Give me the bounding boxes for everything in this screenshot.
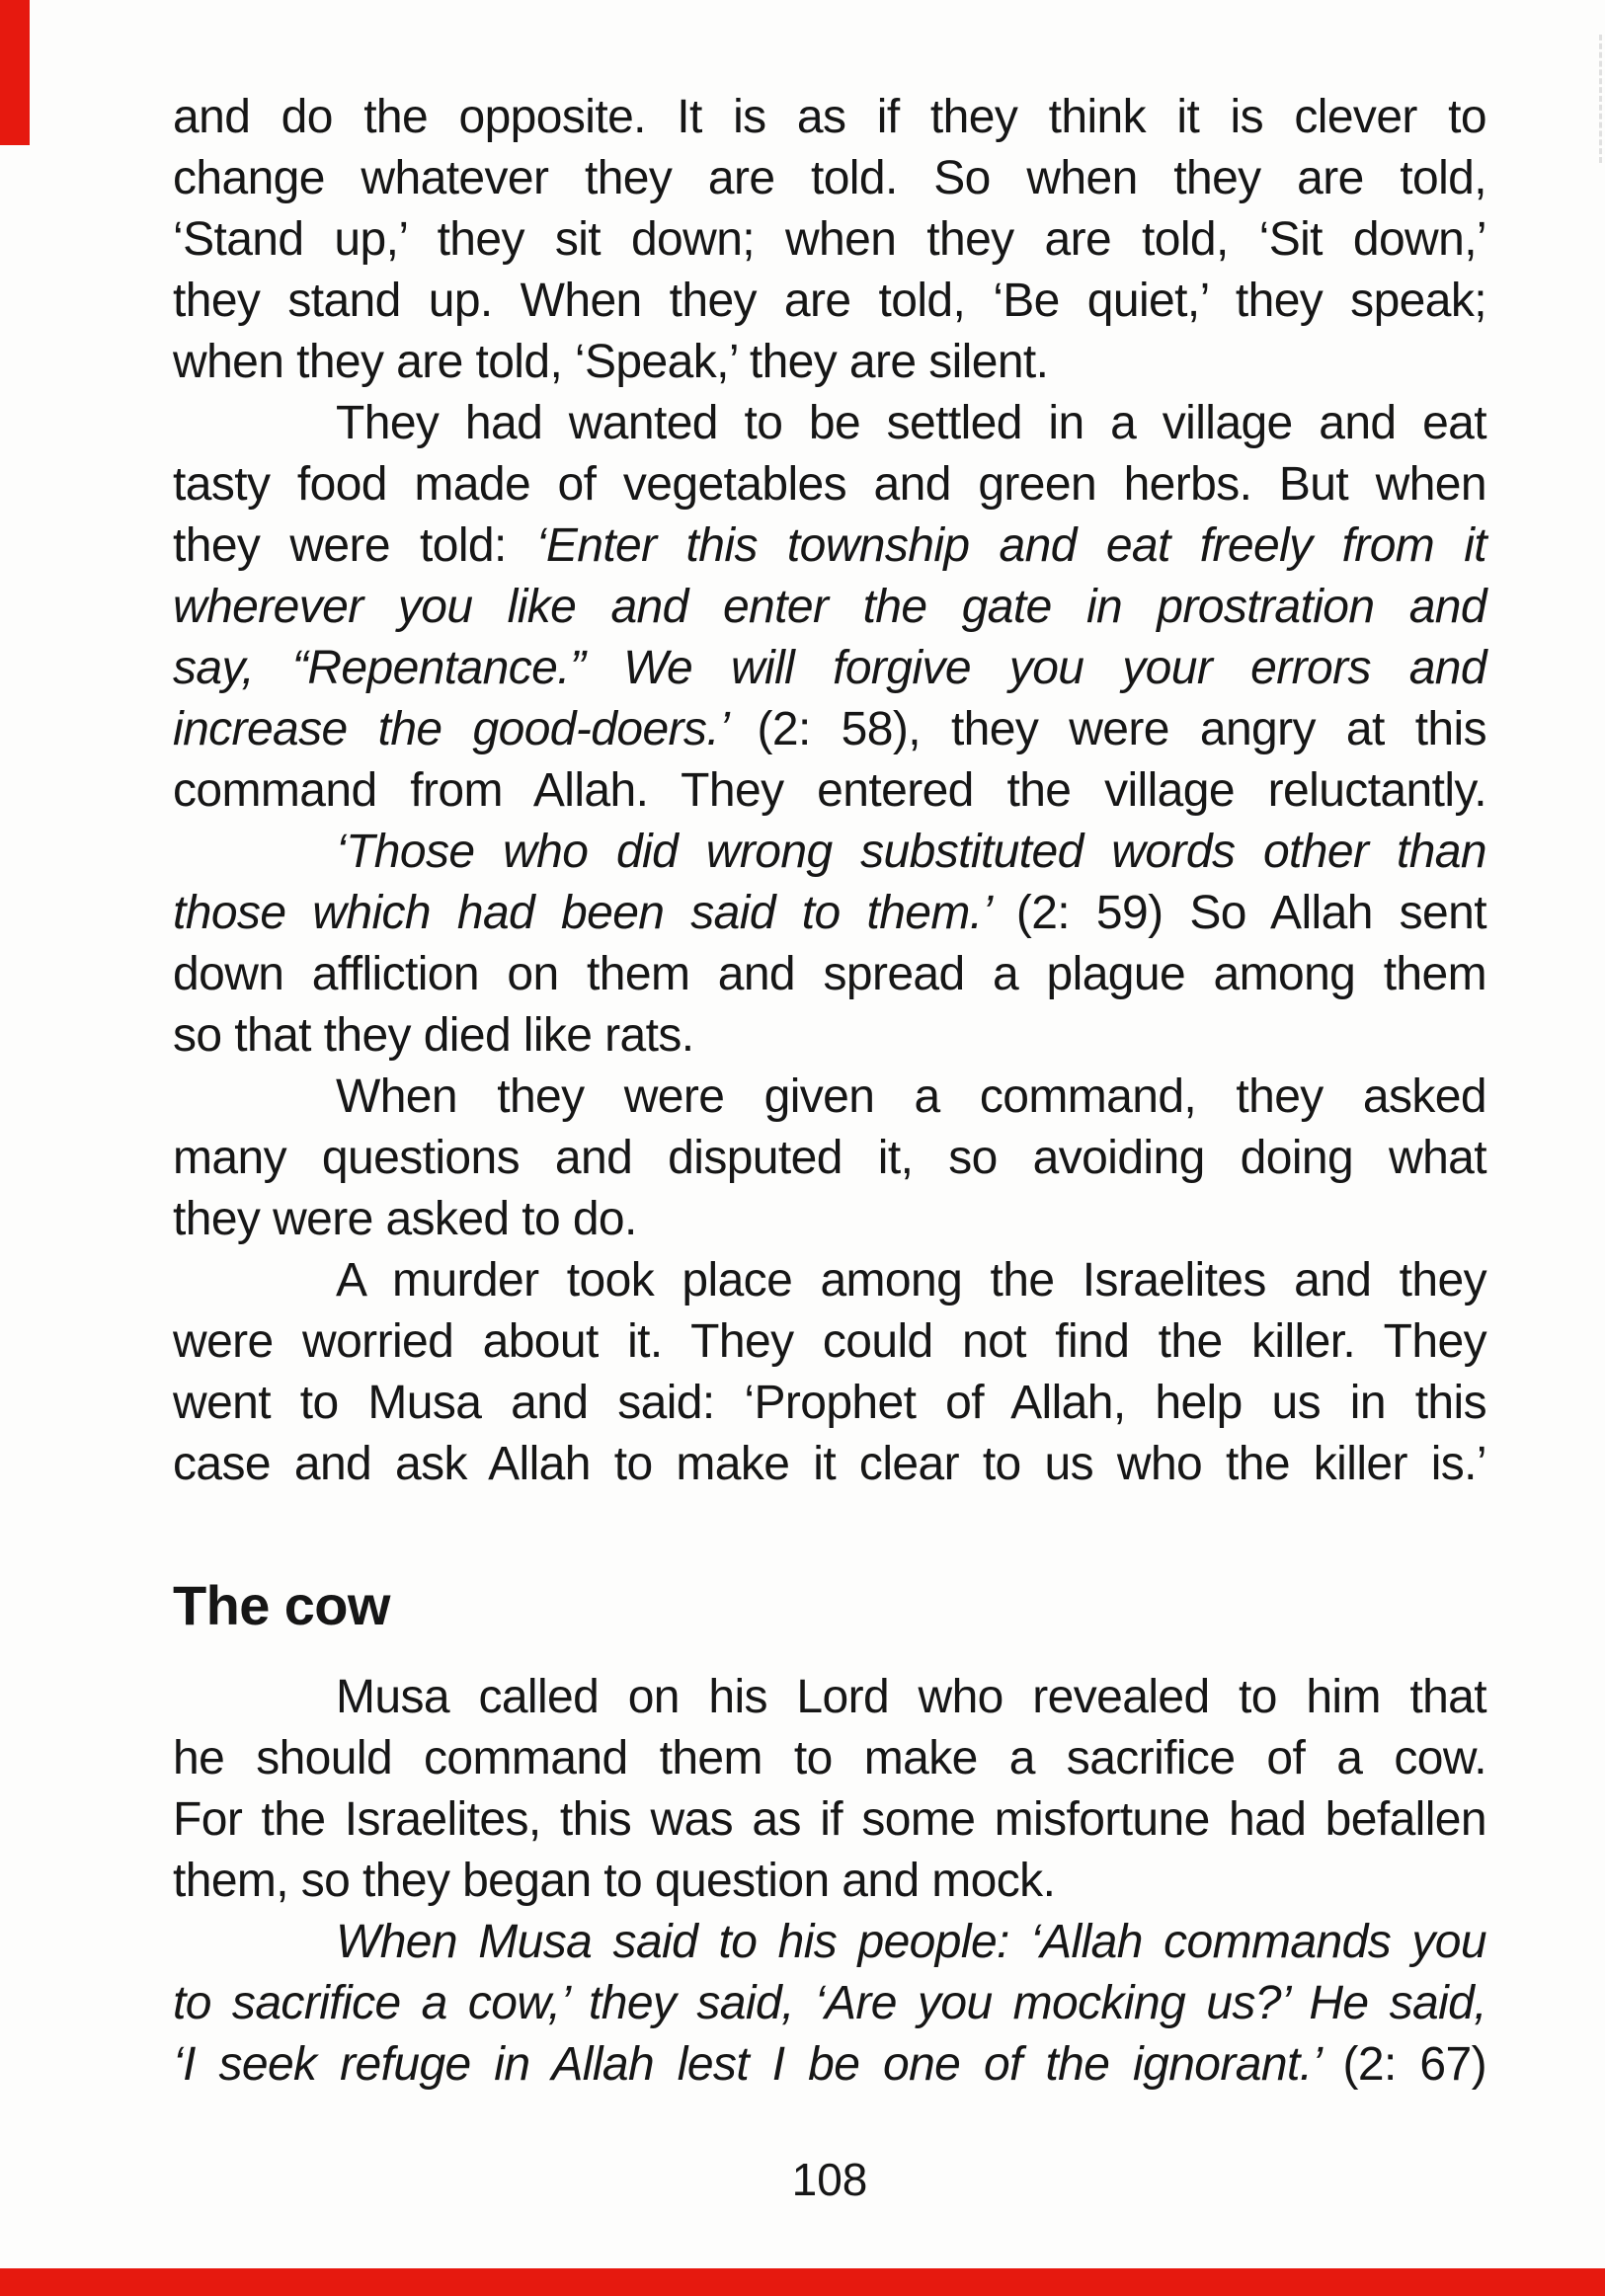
text-line [173, 1434, 1486, 1495]
body-text-block-1 [173, 87, 1486, 1495]
text-line [173, 1912, 1486, 1973]
text-line [173, 1189, 1486, 1250]
body-text: They had wanted to be settled in a village and eat [336, 397, 1486, 449]
body-text: For the Israelites, this was as if some misfortune had befallen [173, 1793, 1486, 1846]
body-text-block-2 [173, 1667, 1486, 2096]
body-text: they were asked to do. [173, 1193, 637, 1245]
text-line [173, 1373, 1486, 1434]
text-line [173, 1728, 1486, 1789]
quote-italic-text: to sacrifice a cow,’ they said, ‘Are you mocking us?’ He said, [173, 1977, 1486, 2029]
body-text: they were told: [173, 519, 536, 572]
body-text: ‘Stand up,’ they sit down; when they are told, ‘Sit down,’ [173, 213, 1486, 266]
scan-edge-red-bar-left [0, 0, 30, 145]
body-text: and do the opposite. It is as if they think it is clever to [173, 91, 1486, 143]
text-line [173, 87, 1486, 148]
scan-edge-red-bar-bottom [0, 2268, 1605, 2296]
quote-italic-text: increase the good-doers.’ [173, 703, 758, 755]
text-line [173, 2034, 1486, 2096]
body-text: (2: 67) [1342, 2038, 1486, 2091]
text-line [173, 883, 1486, 944]
text-line [173, 1067, 1486, 1128]
text-line [173, 638, 1486, 699]
text-line [173, 577, 1486, 638]
quote-italic-text: those which had been said to them.’ [173, 887, 1016, 939]
body-text: many questions and disputed it, so avoiding doing what [173, 1132, 1486, 1184]
body-text: case and ask Allah to make it clear to us who the killer is.’ [173, 1438, 1486, 1490]
body-text: A murder took place among the Israelites and they [336, 1254, 1486, 1306]
text-line [173, 1667, 1486, 1728]
body-text: they stand up. When they are told, ‘Be quiet,’ they speak; [173, 275, 1486, 327]
text-line [173, 1973, 1486, 2034]
text-line [173, 944, 1486, 1005]
text-line [173, 1005, 1486, 1067]
text-line [173, 822, 1486, 883]
quote-italic-text: wherever you like and enter the gate in prostration and [173, 581, 1486, 633]
text-line [173, 1311, 1486, 1373]
body-text: he should command them to make a sacrifice of a cow. [173, 1732, 1486, 1784]
text-line [173, 760, 1486, 822]
text-line [173, 332, 1486, 393]
body-text: were worried about it. They could not find the killer. They [173, 1315, 1486, 1368]
body-text: When they were given a command, they asked [336, 1070, 1486, 1123]
body-text: change whatever they are told. So when they are told, [173, 152, 1486, 204]
section-heading: The cow [173, 1574, 390, 1636]
body-text: command from Allah. They entered the village reluctantly. [173, 764, 1486, 817]
body-text: them, so they began to question and mock. [173, 1855, 1056, 1907]
quote-italic-text: say, “Repentance.” We will forgive you your errors and [173, 642, 1486, 694]
text-line [173, 515, 1486, 577]
body-text: down affliction on them and spread a plague among them [173, 948, 1486, 1000]
quote-italic-text: When Musa said to his people: ‘Allah commands you [336, 1916, 1486, 1968]
body-text: so that they died like rats. [173, 1009, 694, 1062]
text-line [173, 271, 1486, 332]
body-text: (2: 59) So Allah sent [1015, 887, 1486, 939]
body-text: went to Musa and said: ‘Prophet of Allah, help us in this [173, 1377, 1486, 1429]
body-text: tasty food made of vegetables and green herbs. But when [173, 458, 1486, 511]
text-line [173, 454, 1486, 515]
quote-italic-text: ‘Enter this township and eat freely from it [535, 519, 1486, 572]
text-line [173, 1851, 1486, 1912]
text-line [173, 393, 1486, 454]
quote-italic-text: ‘Those who did wrong substituted words other than [336, 826, 1486, 878]
text-line [173, 1789, 1486, 1851]
scan-edge-marks [1599, 35, 1602, 163]
text-line [173, 1128, 1486, 1189]
page-number: 108 [791, 2154, 868, 2205]
text-line [173, 1250, 1486, 1311]
text-line [173, 699, 1486, 760]
text-line [173, 209, 1486, 271]
body-text: when they are told, ‘Speak,’ they are silent. [173, 336, 1049, 388]
text-line [173, 148, 1486, 209]
body-text: (2: 58), they were angry at this [757, 703, 1486, 755]
quote-italic-text: ‘I seek refuge in Allah lest I be one of the ignorant.’ [173, 2038, 1343, 2091]
body-text: Musa called on his Lord who revealed to him that [336, 1671, 1486, 1723]
